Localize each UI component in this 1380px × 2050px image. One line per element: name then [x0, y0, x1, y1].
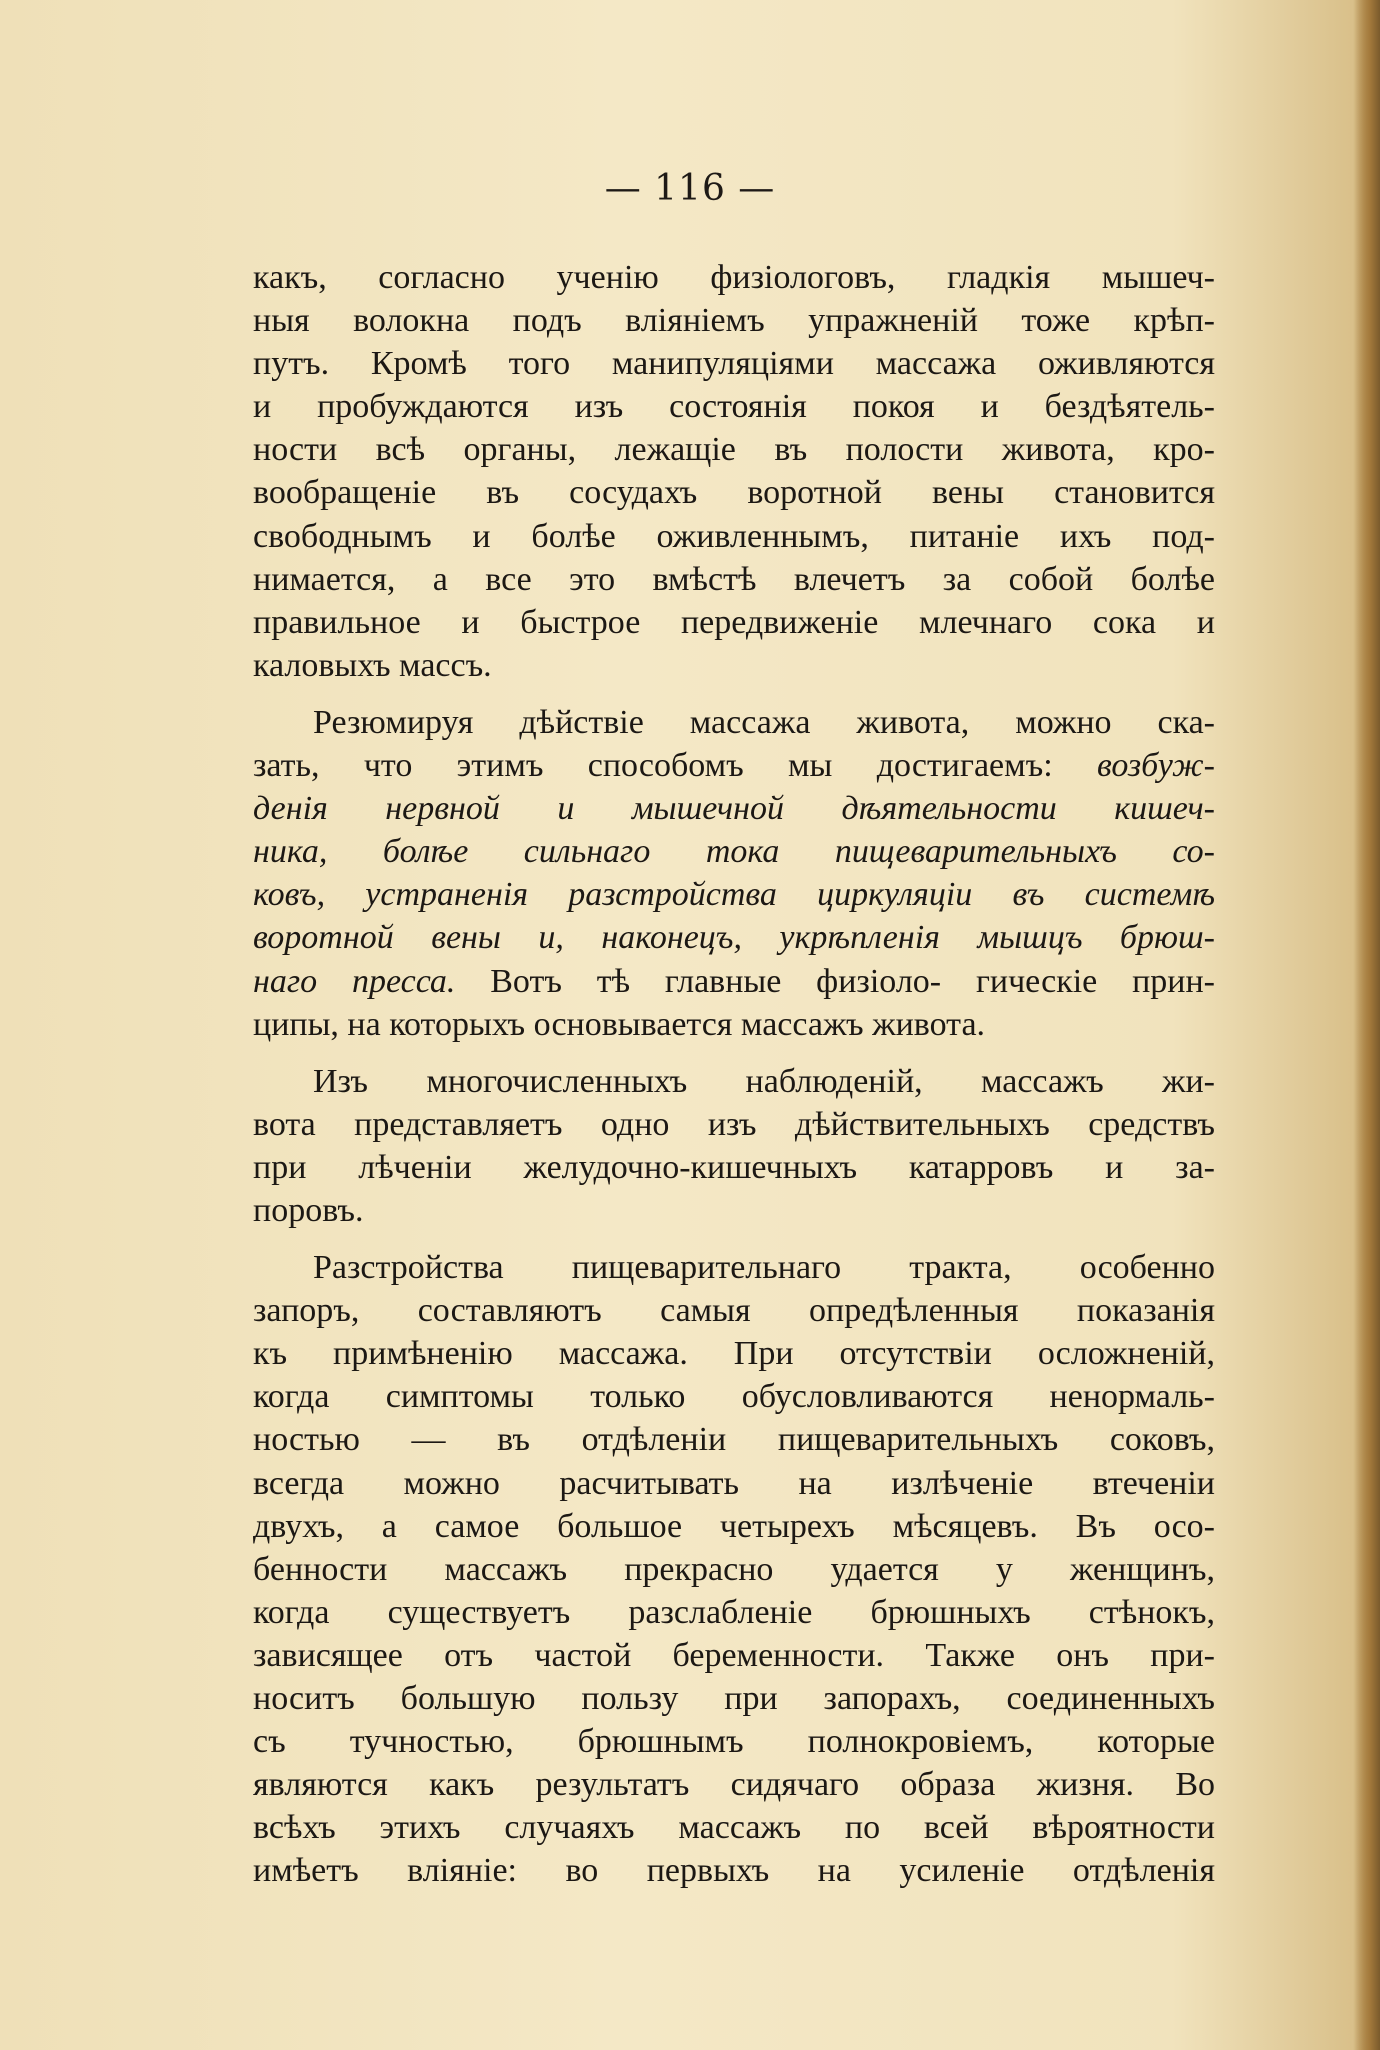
text-line: при лѣченіи желудочно-кишечныхъ катарровъ и за- — [253, 1148, 1215, 1186]
text-line: ности всѣ органы, лежащіе въ полости живота, кро- — [253, 431, 1215, 469]
text-run: ципы, на которыхъ основывается массажъ живота. — [253, 1005, 986, 1043]
text-line: правильное и быстрое передвиженіе млечнаго сока и — [253, 603, 1215, 641]
text-line: свободнымъ и болѣе оживленнымъ, питаніе ихъ под- — [253, 517, 1215, 555]
text-line: зависящее отъ частой беременности. Также онъ при- — [253, 1636, 1215, 1674]
text-line: всегда можно расчитывать на излѣченіе втеченіи — [253, 1464, 1215, 1502]
text-line — [253, 787, 1215, 830]
body-text — [253, 256, 1215, 1892]
italic-run: ковъ, устраненія разстройства циркуляціи въ системѣ — [253, 876, 1215, 914]
text-line — [253, 830, 1215, 873]
text-line: Разстройства пищеварительнаго тракта, особенно — [313, 1249, 1215, 1287]
page-edge-shadow — [1354, 0, 1380, 2050]
text-line: вообращеніе въ сосудахъ воротной вены становится — [253, 474, 1215, 512]
italic-run: воротной вены и, наконецъ, укрѣпленія мышцъ брюш- — [253, 919, 1215, 957]
text-line — [253, 701, 1215, 744]
text-line: всѣхъ этихъ случаяхъ массажъ по всей вѣроятности — [253, 1809, 1215, 1847]
page-number: — 116 — — [604, 168, 776, 209]
text-line: нимается, а все это вмѣстѣ влечетъ за собой болѣе — [253, 560, 1215, 598]
text-line: ныя волокна подъ вліяніемъ упражненій тоже крѣп- — [253, 302, 1215, 340]
text-line: когда существуетъ разслабленіе брюшныхъ стѣнокъ, — [253, 1593, 1215, 1631]
text-line: каловыхъ массъ. — [253, 646, 492, 684]
italic-run: возбуж- — [1097, 747, 1215, 785]
italic-run: наго пресса. — [253, 962, 456, 1000]
text-line — [253, 873, 1215, 916]
paragraph-4 — [253, 1246, 1215, 1892]
text-line — [253, 744, 1215, 787]
text-run: зать, что этимъ способомъ мы достигаемъ: — [253, 747, 1098, 785]
text-line: бенности массажъ прекрасно удается у женщинъ, — [253, 1550, 1215, 1588]
text-line: имѣетъ вліяніе: во первыхъ на усиленіе отдѣленія — [253, 1852, 1215, 1890]
paragraph-3 — [253, 1060, 1215, 1232]
paragraph-1 — [253, 256, 1215, 687]
text-line: поровъ. — [253, 1191, 364, 1229]
text-line: съ тучностью, брюшнымъ полнокровіемъ, которые — [253, 1723, 1215, 1761]
text-line: и пробуждаются изъ состоянія покоя и бездѣятель- — [253, 388, 1215, 426]
italic-run: ника, болѣе сильнаго тока пищеварительныхъ со- — [253, 833, 1215, 871]
text-run: Резюмируя дѣйствіе массажа живота, можно ска- — [313, 703, 1215, 741]
text-line: когда симптомы только обусловливаются ненормаль- — [253, 1378, 1215, 1416]
text-run: Вотъ тѣ главные физіоло- гическіе прин- — [455, 962, 1215, 1000]
text-line: путъ. Кромѣ того манипуляціями массажа оживляются — [253, 345, 1215, 383]
text-line: двухъ, а самое большое четырехъ мѣсяцевъ. Въ осо- — [253, 1507, 1215, 1545]
text-line — [253, 960, 1215, 1003]
text-line — [253, 1003, 1215, 1046]
text-line: Изъ многочисленныхъ наблюденій, массажъ жи- — [313, 1062, 1215, 1100]
text-line: ностью — въ отдѣленіи пищеварительныхъ соковъ, — [253, 1421, 1215, 1459]
italic-run: денія нервной и мышечной дѣятельности кишеч- — [253, 790, 1215, 828]
text-line: носитъ большую пользу при запорахъ, соединенныхъ — [253, 1680, 1215, 1717]
text-line: какъ, согласно ученію физіологовъ, гладкія мышеч- — [253, 259, 1215, 296]
text-line: вота представляетъ одно изъ дѣйствительныхъ средствъ — [253, 1105, 1215, 1143]
text-line — [253, 916, 1215, 959]
text-line: являются какъ результатъ сидячаго образа жизня. Во — [253, 1766, 1215, 1804]
text-line: къ примѣненію массажа. При отсутствіи осложненій, — [253, 1335, 1215, 1373]
paragraph-2 — [253, 701, 1215, 1046]
text-line: запоръ, составляютъ самыя опредѣленныя показанія — [253, 1292, 1215, 1330]
